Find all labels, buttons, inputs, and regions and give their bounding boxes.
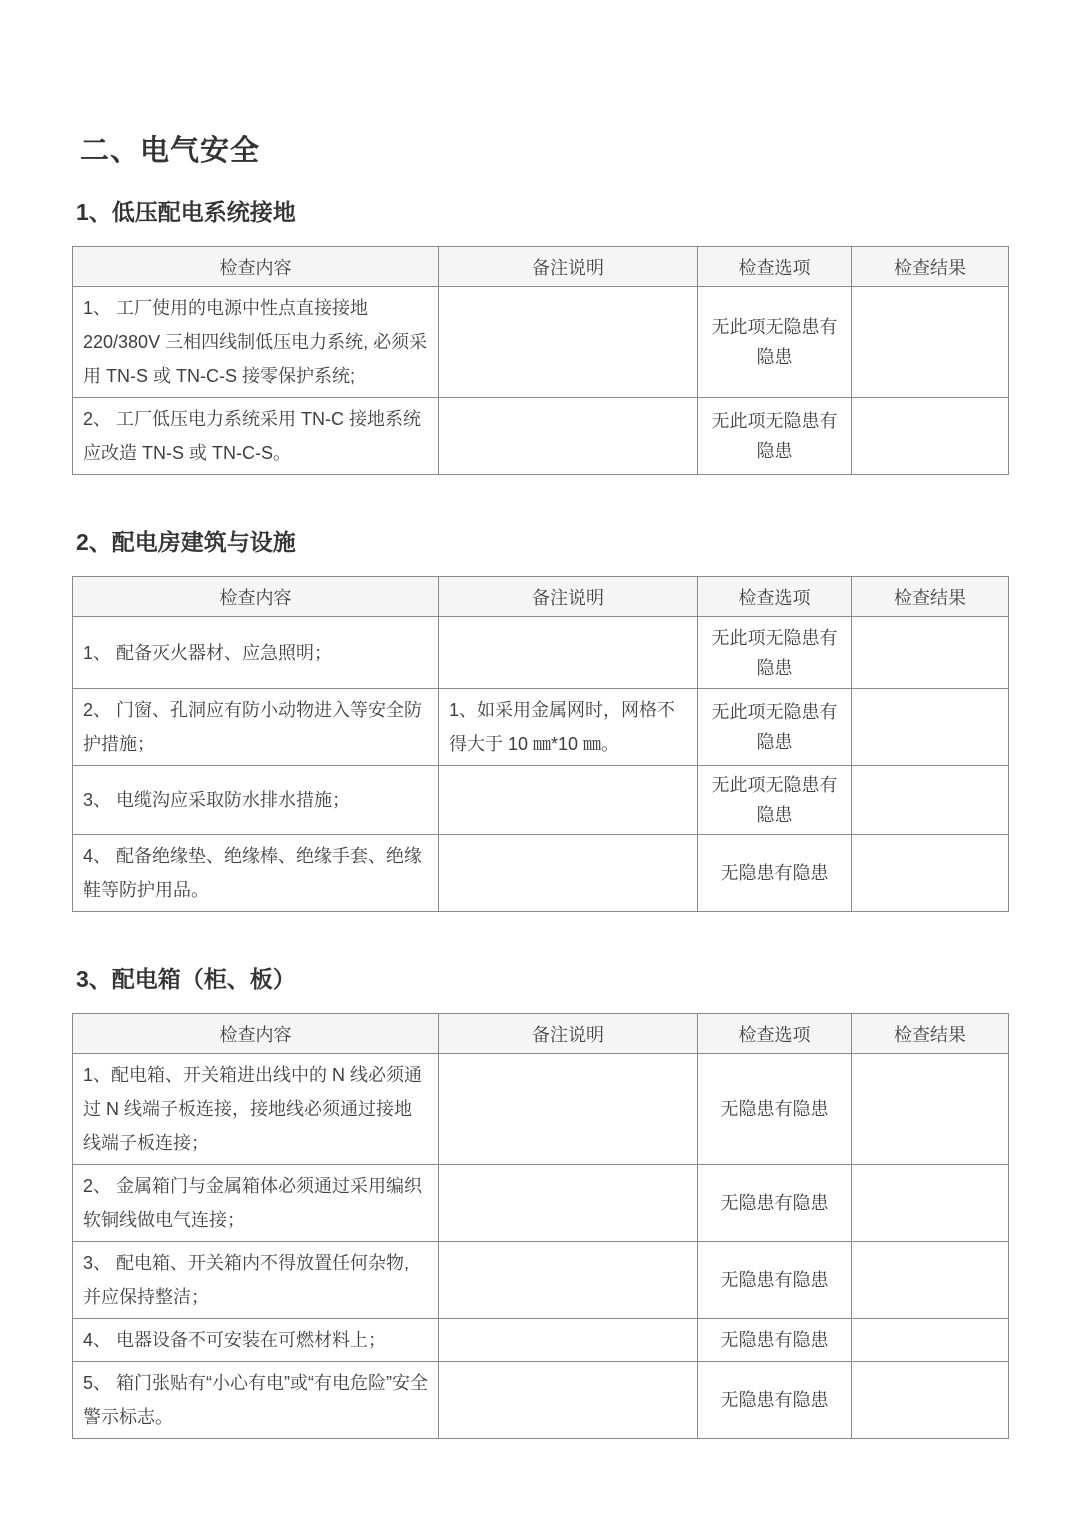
options-text: 无隐患有隐患 — [698, 835, 852, 912]
table-row — [73, 835, 1009, 912]
table-row — [73, 398, 1009, 475]
column-header-result: 检查结果 — [852, 1014, 1009, 1054]
options-text: 无隐患有隐患 — [698, 1165, 852, 1242]
options-text: 无隐患有隐患 — [698, 1242, 852, 1319]
column-header-content: 检查内容 — [73, 1014, 439, 1054]
remark-text — [439, 1319, 698, 1362]
check-item-text: 1、 配备灭火器材、应急照明； — [73, 617, 439, 689]
check-item-text: 4、 配备绝缘垫、绝缘棒、绝缘手套、绝缘鞋等防护用品。 — [73, 835, 439, 912]
table-row — [73, 617, 1009, 689]
section-distribution-box — [72, 961, 1008, 1439]
options-text: 无此项无隐患有隐患 — [698, 689, 852, 766]
result-cell — [852, 1319, 1009, 1362]
remark-text — [439, 617, 698, 689]
options-text: 无隐患有隐患 — [698, 1319, 852, 1362]
options-text: 无此项无隐患有隐患 — [698, 617, 852, 689]
check-item-text: 1、 工厂使用的电源中性点直接接地 220/380V 三相四线制低压电力系统, 必须采用 TN-S 或 TN-C-S 接零保护系统; — [73, 287, 439, 398]
options-text: 无此项无隐患有隐患 — [698, 287, 852, 398]
result-cell — [852, 617, 1009, 689]
remark-text — [439, 1165, 698, 1242]
options-text: 无隐患有隐患 — [698, 1362, 852, 1439]
column-header-result: 检查结果 — [852, 247, 1009, 287]
check-item-text: 2、 工厂低压电力系统采用 TN-C 接地系统应改造 TN-S 或 TN-C-S。 — [73, 398, 439, 475]
remark-text — [439, 398, 698, 475]
inspection-table-grounding — [72, 246, 1009, 475]
check-item-text: 3、 电缆沟应采取防水排水措施； — [73, 766, 439, 835]
result-cell — [852, 398, 1009, 475]
column-header-options: 检查选项 — [698, 577, 852, 617]
table-header-row — [73, 247, 1009, 287]
table-row — [73, 766, 1009, 835]
options-text: 无此项无隐患有隐患 — [698, 398, 852, 475]
check-item-text: 2、 金属箱门与金属箱体必须通过采用编织软铜线做电气连接； — [73, 1165, 439, 1242]
result-cell — [852, 1362, 1009, 1439]
check-item-text: 1、配电箱、开关箱进出线中的 N 线必须通过 N 线端子板连接，接地线必须通过接地线端子板连接； — [73, 1054, 439, 1165]
inspection-table-distribution-box — [72, 1013, 1009, 1439]
column-header-result: 检查结果 — [852, 577, 1009, 617]
column-header-remark: 备注说明 — [439, 1014, 698, 1054]
result-cell — [852, 1165, 1009, 1242]
result-cell — [852, 287, 1009, 398]
column-header-options: 检查选项 — [698, 1014, 852, 1054]
column-header-content: 检查内容 — [73, 577, 439, 617]
document-title: 二、电气安全 — [80, 135, 261, 167]
remark-text — [439, 766, 698, 835]
result-cell — [852, 1242, 1009, 1319]
column-header-remark: 备注说明 — [439, 247, 698, 287]
column-header-content: 检查内容 — [73, 247, 439, 287]
check-item-text: 3、 配电箱、开关箱内不得放置任何杂物, 并应保持整洁； — [73, 1242, 439, 1319]
table-row — [73, 1165, 1009, 1242]
check-item-text: 4、 电器设备不可安装在可燃材料上； — [73, 1319, 439, 1362]
section-grounding — [72, 194, 1008, 475]
section-distribution-room — [72, 524, 1008, 912]
options-text: 无此项无隐患有隐患 — [698, 766, 852, 835]
remark-text: 1、如采用金属网时，网格不得大于 10 ㎜*10 ㎜。 — [439, 689, 698, 766]
table-row — [73, 1054, 1009, 1165]
table-row — [73, 689, 1009, 766]
inspection-table-distribution-room — [72, 576, 1009, 912]
remark-text — [439, 1054, 698, 1165]
options-text: 无隐患有隐患 — [698, 1054, 852, 1165]
result-cell — [852, 766, 1009, 835]
result-cell — [852, 1054, 1009, 1165]
section-heading: 3、配电箱（柜、板） — [76, 966, 296, 992]
table-row — [73, 1319, 1009, 1362]
remark-text — [439, 1242, 698, 1319]
remark-text — [439, 835, 698, 912]
table-row — [73, 287, 1009, 398]
table-header-row — [73, 1014, 1009, 1054]
column-header-remark: 备注说明 — [439, 577, 698, 617]
table-row — [73, 1362, 1009, 1439]
check-item-text: 2、 门窗、孔洞应有防小动物进入等安全防护措施； — [73, 689, 439, 766]
table-row — [73, 1242, 1009, 1319]
column-header-options: 检查选项 — [698, 247, 852, 287]
result-cell — [852, 835, 1009, 912]
section-heading: 1、低压配电系统接地 — [76, 199, 296, 225]
result-cell — [852, 689, 1009, 766]
check-item-text: 5、 箱门张贴有“小心有电”或“有电危险”安全警示标志。 — [73, 1362, 439, 1439]
table-header-row — [73, 577, 1009, 617]
section-heading: 2、配电房建筑与设施 — [76, 529, 296, 555]
remark-text — [439, 1362, 698, 1439]
remark-text — [439, 287, 698, 398]
